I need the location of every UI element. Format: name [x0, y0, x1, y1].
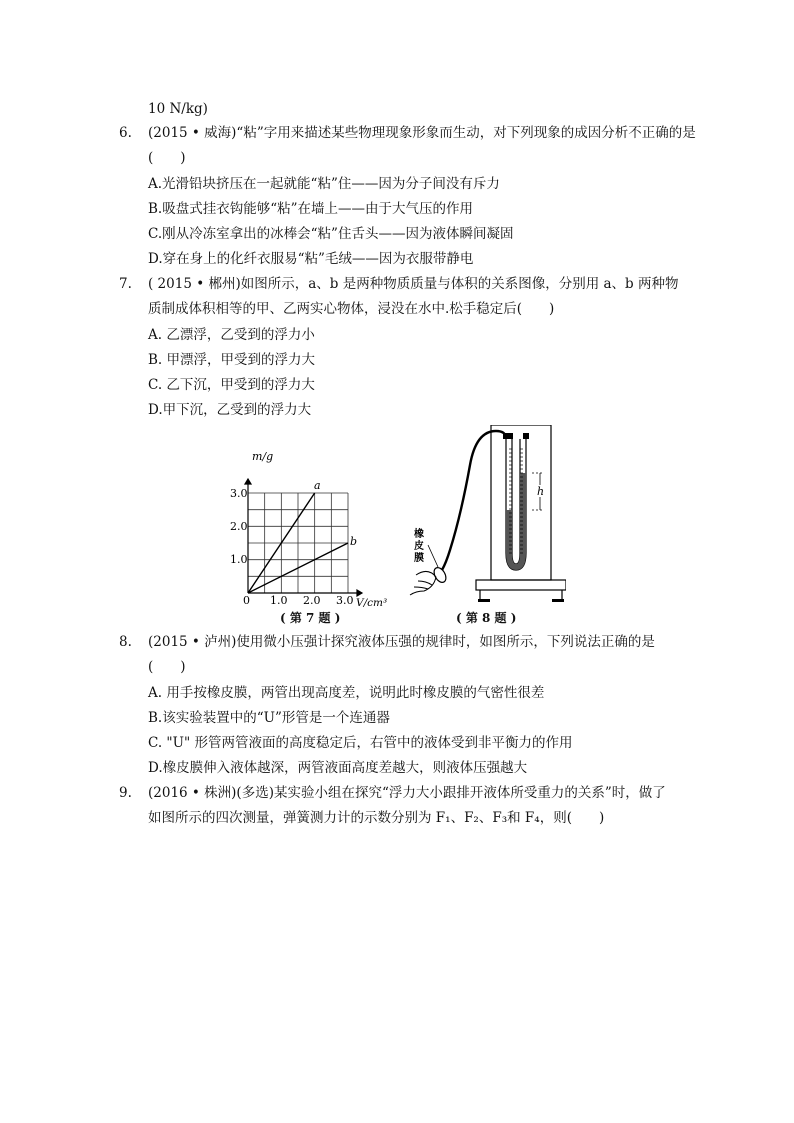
membrane-label-3: 膜 [414, 553, 424, 564]
figure-8-caption: ( 第 8 题 ) [456, 611, 517, 625]
membrane-label-1: 橡 [414, 529, 424, 540]
x-axis-label: V/cm³ [356, 597, 388, 609]
y-axis-arrow [245, 479, 251, 484]
question-stem-line-1: (2016 • 株洲)(多选)某实验小组在探究“浮力大小跟排开液体所受重力的关系”时，做了 [148, 785, 666, 801]
y-axis-label: m/g [252, 450, 274, 463]
option-c: C. "U" 形管两管液面的高度稳定后，右管中的液体受到非平衡力的作用 [148, 735, 573, 751]
question-number: 9. [119, 785, 132, 801]
option-c: C. 乙下沉，甲受到的浮力大 [148, 377, 315, 393]
option-a: A. 用手按橡皮膜，两管出现高度差，说明此时橡皮膜的气密性很差 [148, 685, 545, 701]
answer-paren: ( ) [148, 150, 186, 166]
option-c: C.刚从冷冻室拿出的冰棒会“粘”住舌头——因为液体瞬间凝固 [148, 226, 514, 242]
question-number: 7. [119, 276, 132, 292]
y-tick-1: 1.0 [230, 553, 248, 566]
option-a: A.光滑铅块挤压在一起就能“粘”住——因为分子间没有斥力 [148, 176, 500, 192]
option-b: B. 甲漂浮，甲受到的浮力大 [148, 352, 316, 368]
liquid [506, 473, 526, 570]
y-tick-2: 2.0 [230, 520, 248, 533]
line-b-label: b [350, 535, 358, 548]
option-a: A. 乙漂浮，乙受到的浮力小 [148, 327, 315, 343]
option-d: D.甲下沉，乙受到的浮力大 [148, 402, 312, 418]
option-b: B.吸盘式挂衣钩能够“粘”在墙上——由于大气压的作用 [148, 201, 474, 217]
question-stem-line-2: 如图所示的四次测量，弹簧测力计的示数分别为 F₁、F₂、F₃和 F₄，则( ) [148, 810, 605, 826]
figures-area [228, 425, 568, 625]
x-tick-0: 0 [243, 594, 250, 607]
question-stem-line-1: ( 2015 • 郴州)如图所示，a、b 是两种物质质量与体积的关系图像，分别用 a、b 两种物 [148, 276, 679, 292]
option-d: D.橡皮膜伸入液体越深，两管液面高度差越大，则液体压强越大 [148, 760, 528, 776]
option-b: B.该实验装置中的“U”形管是一个连通器 [148, 710, 390, 726]
hand-icon [410, 571, 436, 595]
graph-grid [248, 493, 348, 593]
option-d: D.穿在身上的化纤衣服易“粘”毛绒——因为衣服带静电 [148, 251, 474, 267]
question-stem-line-2: 质制成体积相等的甲、乙两实心物体，浸没在水中.松手稳定后( ) [148, 301, 555, 317]
x-tick-2: 2.0 [303, 594, 321, 607]
figure-7-caption: ( 第 7 题 ) [280, 611, 341, 625]
y-tick-3: 3.0 [230, 487, 248, 500]
manometer-base [476, 580, 566, 590]
question-stem: (2015 • 威海)“粘”字用来描述某些物理现象形象而生动，对下列现象的成因分析不正确的是 [148, 125, 696, 141]
membrane-label-2: 皮 [414, 541, 424, 552]
graph-axes [245, 479, 362, 596]
figure-8-manometer [406, 425, 566, 610]
question-number: 8. [119, 634, 132, 650]
answer-paren: ( ) [148, 659, 186, 675]
continuation-text: 10 N/kg) [148, 101, 208, 117]
x-tick-3: 3.0 [336, 594, 354, 607]
height-difference-label: h [537, 485, 545, 498]
x-tick-1: 1.0 [270, 594, 288, 607]
figure-7-graph [228, 425, 398, 615]
question-stem: (2015 • 泸州)使用微小压强计探究液体压强的规律时，如图所示，下列说法正确的是 [148, 634, 655, 650]
rubber-hose [442, 431, 506, 570]
question-number: 6. [119, 125, 132, 141]
x-axis-arrow [357, 590, 362, 596]
line-a-label: a [314, 479, 321, 492]
